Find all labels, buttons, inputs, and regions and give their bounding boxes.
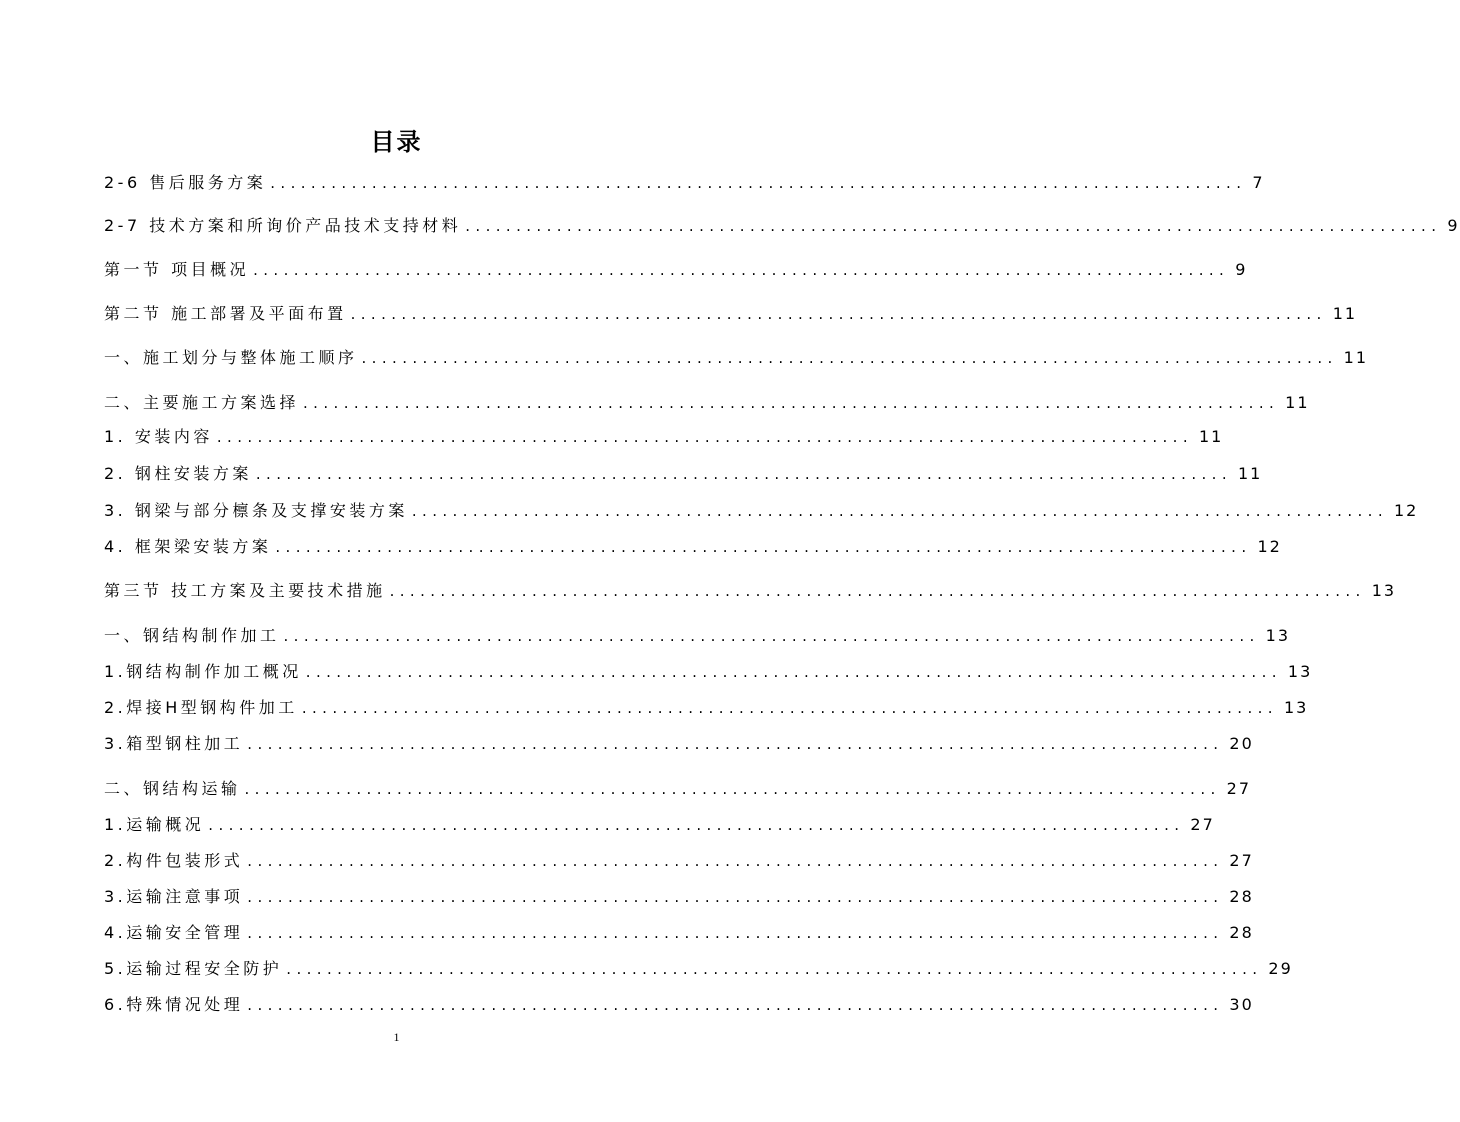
toc-entry[interactable] xyxy=(104,994,1254,1016)
toc-entry-label: 二、钢结构运输 xyxy=(104,779,241,798)
toc-entry-label: 6.特殊情况处理 xyxy=(104,995,244,1014)
toc-entry[interactable] xyxy=(104,215,1460,237)
toc-leader-dots: ................................................................................................ xyxy=(283,627,1260,645)
toc-entry-page: 28 xyxy=(1229,887,1254,906)
toc-entry-page: 13 xyxy=(1287,662,1313,681)
toc-entry-page: 11 xyxy=(1343,348,1369,367)
toc-leader-dots: ................................................................................................ xyxy=(253,261,1230,279)
toc-entry[interactable] xyxy=(104,886,1254,908)
toc-leader-dots: ................................................................................................ xyxy=(361,349,1338,367)
toc-entry[interactable] xyxy=(104,697,1309,719)
toc-entry-label: 3. 钢梁与部分檩条及支撑安装方案 xyxy=(104,501,408,520)
toc-entry-page: 27 xyxy=(1190,815,1215,834)
toc-entry[interactable] xyxy=(104,778,1252,800)
toc-leader-dots: ................................................................................................ xyxy=(208,816,1185,834)
toc-entry-label: 第二节 施工部署及平面布置 xyxy=(104,304,347,323)
toc-entry[interactable] xyxy=(104,463,1263,485)
toc-entry[interactable] xyxy=(104,625,1291,647)
toc-entry-page: 13 xyxy=(1265,626,1291,645)
toc-leader-dots: ................................................................................................ xyxy=(389,582,1366,600)
toc-leader-dots: ................................................................................................ xyxy=(247,996,1224,1014)
toc-leader-dots: ................................................................................................ xyxy=(465,217,1442,235)
toc-entry[interactable] xyxy=(104,392,1310,414)
toc-entry-label: 1.运输概况 xyxy=(104,815,205,834)
toc-entry-page: 12 xyxy=(1257,537,1282,556)
toc-entry-label: 2. 钢柱安装方案 xyxy=(104,464,252,483)
toc-entry-label: 二、主要施工方案选择 xyxy=(104,393,300,412)
toc-entry[interactable] xyxy=(104,172,1265,194)
toc-entry-page: 27 xyxy=(1229,851,1254,870)
toc-entry-label: 第三节 技工方案及主要技术措施 xyxy=(104,581,386,600)
toc-entry-label: 2.焊接H型钢构件加工 xyxy=(104,698,298,717)
toc-entry[interactable] xyxy=(104,922,1254,944)
toc-entry[interactable] xyxy=(104,580,1397,602)
page-number: 1 xyxy=(393,1030,400,1044)
toc-entry[interactable] xyxy=(104,958,1293,980)
toc-entry[interactable] xyxy=(104,500,1419,522)
toc-entry-page: 12 xyxy=(1394,501,1419,520)
toc-entry-label: 4. 框架梁安装方案 xyxy=(104,537,272,556)
toc-leader-dots: ................................................................................................ xyxy=(247,735,1224,753)
toc-entry-label: 3.运输注意事项 xyxy=(104,887,244,906)
toc-entry-label: 1. 安装内容 xyxy=(104,427,213,446)
toc-entry-page: 9 xyxy=(1235,260,1248,279)
toc-leader-dots: ................................................................................................ xyxy=(247,924,1224,942)
toc-entry-label: 5.运输过程安全防护 xyxy=(104,959,283,978)
toc-entry-page: 11 xyxy=(1285,393,1310,412)
toc-entry[interactable] xyxy=(104,850,1254,872)
toc-leader-dots: ................................................................................................ xyxy=(286,960,1263,978)
toc-entry[interactable] xyxy=(104,303,1358,325)
toc-entry[interactable] xyxy=(104,733,1254,755)
toc-entry-page: 30 xyxy=(1229,995,1254,1014)
toc-entry-page: 20 xyxy=(1229,734,1254,753)
toc-entry-page: 11 xyxy=(1238,464,1263,483)
toc-entry[interactable] xyxy=(104,661,1313,683)
toc-entry-page: 13 xyxy=(1283,698,1309,717)
toc-entry-label: 2-7 技术方案和所询价产品技术支持材料 xyxy=(104,216,462,235)
toc-entry-page: 9 xyxy=(1447,216,1460,235)
toc-leader-dots: ................................................................................................ xyxy=(216,428,1193,446)
toc-entry-page: 29 xyxy=(1268,959,1293,978)
toc-entry-page: 7 xyxy=(1252,173,1265,192)
toc-entry-label: 1.钢结构制作加工概况 xyxy=(104,662,302,681)
toc-leader-dots: ................................................................................................ xyxy=(244,780,1221,798)
toc-leader-dots: ................................................................................................ xyxy=(247,852,1224,870)
toc-entry-page: 28 xyxy=(1229,923,1254,942)
toc-leader-dots: ................................................................................................ xyxy=(305,663,1282,681)
toc-leader-dots: ................................................................................................ xyxy=(350,305,1327,323)
toc-leader-dots: ................................................................................................ xyxy=(301,699,1278,717)
toc-leader-dots: ................................................................................................ xyxy=(247,888,1224,906)
toc-title: 目录 xyxy=(370,128,423,156)
toc-entry[interactable] xyxy=(104,814,1215,836)
toc-entry[interactable] xyxy=(104,536,1282,558)
toc-entry-page: 13 xyxy=(1371,581,1397,600)
toc-entry[interactable] xyxy=(104,259,1248,281)
toc-entry-label: 一、施工划分与整体施工顺序 xyxy=(104,348,358,367)
toc-leader-dots: ................................................................................................ xyxy=(411,502,1388,520)
toc-entry-label: 3.箱型钢柱加工 xyxy=(104,734,244,753)
toc-leader-dots: ................................................................................................ xyxy=(270,174,1247,192)
toc-entry[interactable] xyxy=(104,347,1369,369)
toc-entry-page: 11 xyxy=(1199,427,1224,446)
toc-entry-label: 第一节 项目概况 xyxy=(104,260,250,279)
toc-entry[interactable] xyxy=(104,426,1224,448)
toc-entry-page: 27 xyxy=(1226,779,1252,798)
toc-leader-dots: ................................................................................................ xyxy=(275,538,1252,556)
toc-leader-dots: ................................................................................................ xyxy=(255,465,1232,483)
toc-entry-label: 2.构件包装形式 xyxy=(104,851,244,870)
toc-leader-dots: ................................................................................................ xyxy=(303,394,1280,412)
toc-entry-page: 11 xyxy=(1332,304,1358,323)
toc-entry-label: 一、钢结构制作加工 xyxy=(104,626,280,645)
toc-entry-label: 4.运输安全管理 xyxy=(104,923,244,942)
toc-entry-label: 2-6 售后服务方案 xyxy=(104,173,267,192)
